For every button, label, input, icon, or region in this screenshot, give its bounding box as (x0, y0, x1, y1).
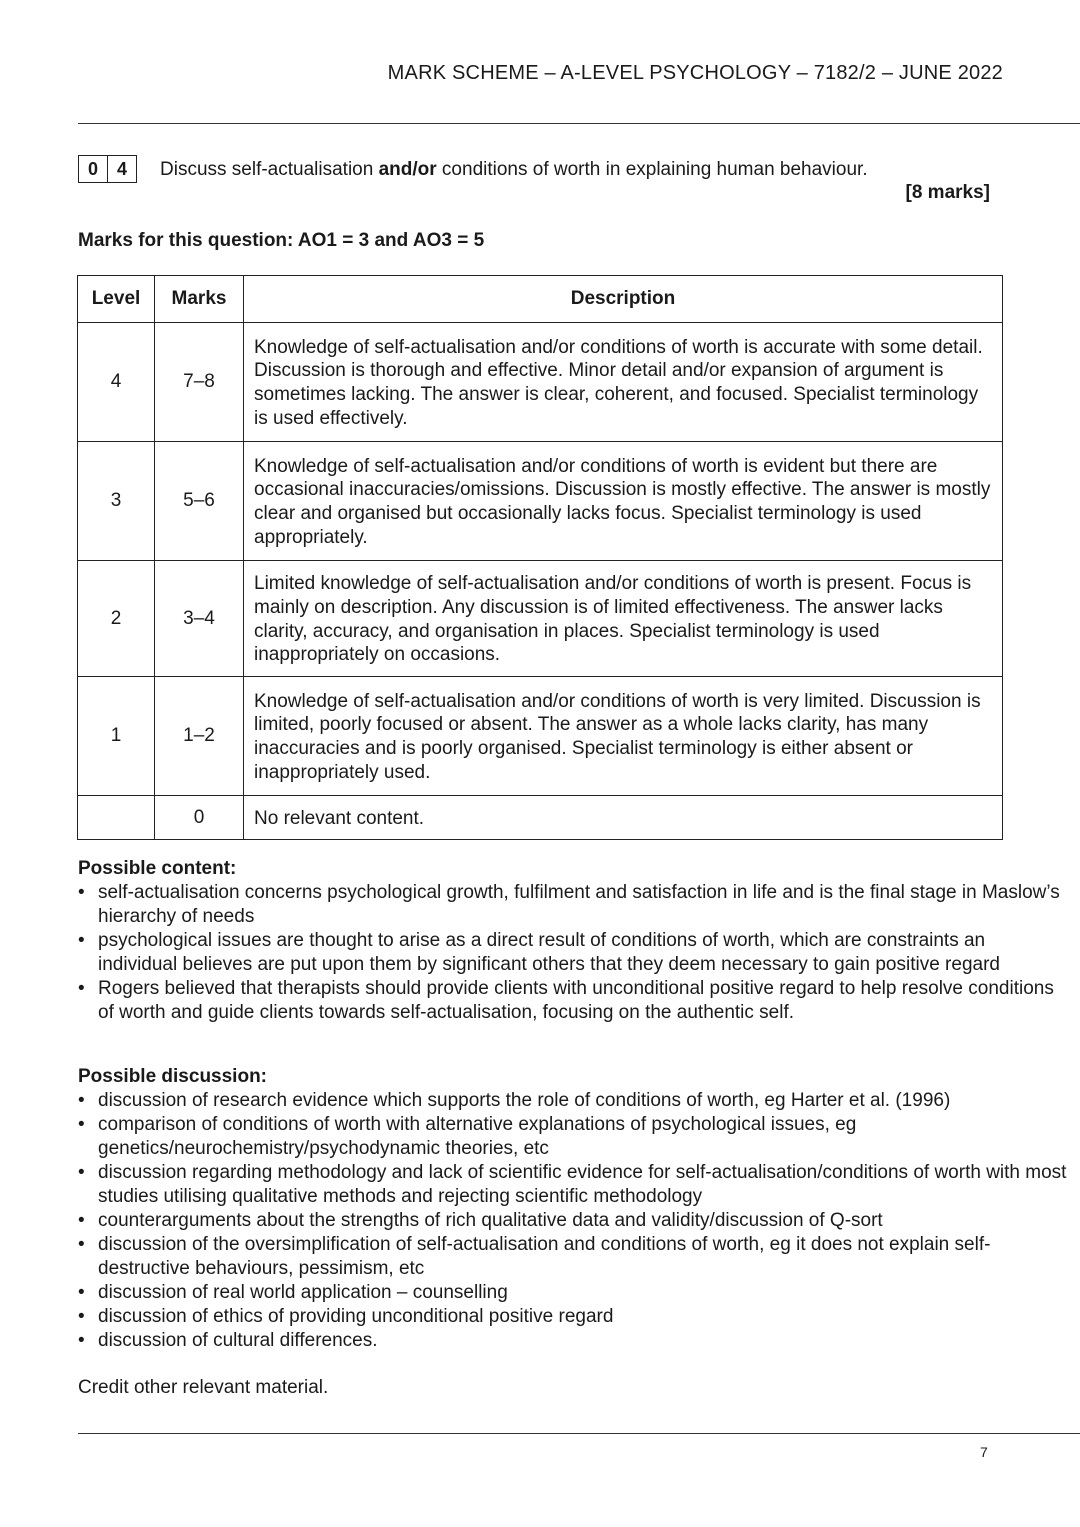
list-item: • comparison of conditions of worth with alternative explanations of psychological issues, eg genetics/neurochemistry/psychodynamic theories, etc (78, 1113, 1068, 1161)
question-text-bold: and/or (378, 159, 437, 180)
header-level: Level (78, 276, 155, 323)
row-level: 3 (78, 442, 155, 561)
assessment-objectives: Marks for this question: AO1 = 3 and AO3 = 5 (78, 230, 485, 251)
table-row (78, 323, 1003, 442)
row-marks: 7–8 (155, 323, 244, 442)
row-level: 1 (78, 677, 155, 796)
levels-table (77, 275, 1003, 840)
credit-note: Credit other relevant material. (78, 1377, 329, 1398)
list-item: • self-actualisation concerns psychological growth, fulfilment and satisfaction in life and is the final stage in Maslow’s hierarchy of needs (78, 881, 1068, 929)
list-item: • psychological issues are thought to arise as a direct result of conditions of worth, which are constraints an individual believes are put upon them by significant others that they deem necessary to gain positive regard (78, 929, 1068, 977)
table-row (78, 561, 1003, 677)
list-item: • Rogers believed that therapists should provide clients with unconditional positive regard to help resolve conditions of worth and guide clients towards self-actualisation, focusing on the authentic self. (78, 977, 1068, 1025)
question-number-box (78, 155, 137, 183)
table-row (78, 796, 1003, 840)
possible-discussion-heading: Possible discussion: (78, 1066, 267, 1087)
list-item: • discussion regarding methodology and lack of scientific evidence for self-actualisation/conditions of worth with most studies utilising qualitative methods and rejecting scientific methodology (78, 1161, 1068, 1209)
row-level: 4 (78, 323, 155, 442)
row-marks: 5–6 (155, 442, 244, 561)
row-marks: 0 (155, 796, 244, 840)
row-description: No relevant content. (244, 796, 1003, 840)
list-item: • discussion of real world application – counselling (78, 1281, 1068, 1305)
header-description: Description (244, 276, 1003, 323)
row-description: Knowledge of self-actualisation and/or conditions of worth is evident but there are occasional inaccuracies/omissions. Discussion is mostly effective. The answer is mostly clear and organised but occasionally lacks focus. Specialist terminology is used appropriately. (244, 442, 1003, 561)
list-item: • discussion of the oversimplification of self-actualisation and conditions of worth, eg it does not explain self-destructive behaviours, pessimism, etc (78, 1233, 1068, 1281)
possible-discussion-section (78, 1065, 1068, 1353)
list-item: • discussion of cultural differences. (78, 1329, 1068, 1353)
possible-content-heading: Possible content: (78, 858, 237, 879)
question-digit-1: 0 (87, 159, 98, 179)
row-description: Knowledge of self-actualisation and/or conditions of worth is accurate with some detail. Discussion is thorough and effective. Minor detail and/or expansion of argument is sometimes lacking. The answer is clear, coherent, and focused. Specialist terminology is used effectively. (244, 323, 1003, 442)
header-marks: Marks (155, 276, 244, 323)
possible-content-section (78, 857, 1068, 1025)
row-marks: 3–4 (155, 561, 244, 677)
header-rule (78, 123, 1080, 124)
question-text (160, 159, 868, 181)
possible-content-list (78, 881, 1068, 1025)
row-marks: 1–2 (155, 677, 244, 796)
question-marks: [8 marks] (905, 182, 990, 203)
list-item: • discussion of research evidence which supports the role of conditions of worth, eg Harter et al. (1996) (78, 1089, 1068, 1113)
footer-rule (78, 1433, 1080, 1434)
list-item: • discussion of ethics of providing unconditional positive regard (78, 1305, 1068, 1329)
table-row (78, 442, 1003, 561)
table-row (78, 677, 1003, 796)
row-level (78, 796, 155, 840)
question-digit-2: 4 (107, 156, 136, 182)
row-level: 2 (78, 561, 155, 677)
list-item: • counterarguments about the strengths of rich qualitative data and validity/discussion of Q-sort (78, 1209, 1068, 1233)
possible-discussion-list (78, 1089, 1068, 1353)
page-number: 7 (980, 1444, 988, 1460)
question-text-start: Discuss self-actualisation (160, 159, 379, 180)
question-text-end: conditions of worth in explaining human behaviour. (436, 159, 868, 180)
row-description: Limited knowledge of self-actualisation and/or conditions of worth is present. Focus is mainly on description. Any discussion is of limited effectiveness. The answer lacks clarity, accuracy, and organisation in places. Specialist terminology is used inappropriately on occasions. (244, 561, 1003, 677)
table-header-row (78, 276, 1003, 323)
row-description: Knowledge of self-actualisation and/or conditions of worth is very limited. Discussion is limited, poorly focused or absent. The answer as a whole lacks clarity, has many inaccuracies and is poorly organised. Specialist terminology is either absent or inappropriately used. (244, 677, 1003, 796)
page-header: MARK SCHEME – A-LEVEL PSYCHOLOGY – 7182/2 – JUNE 2022 (387, 62, 1003, 84)
